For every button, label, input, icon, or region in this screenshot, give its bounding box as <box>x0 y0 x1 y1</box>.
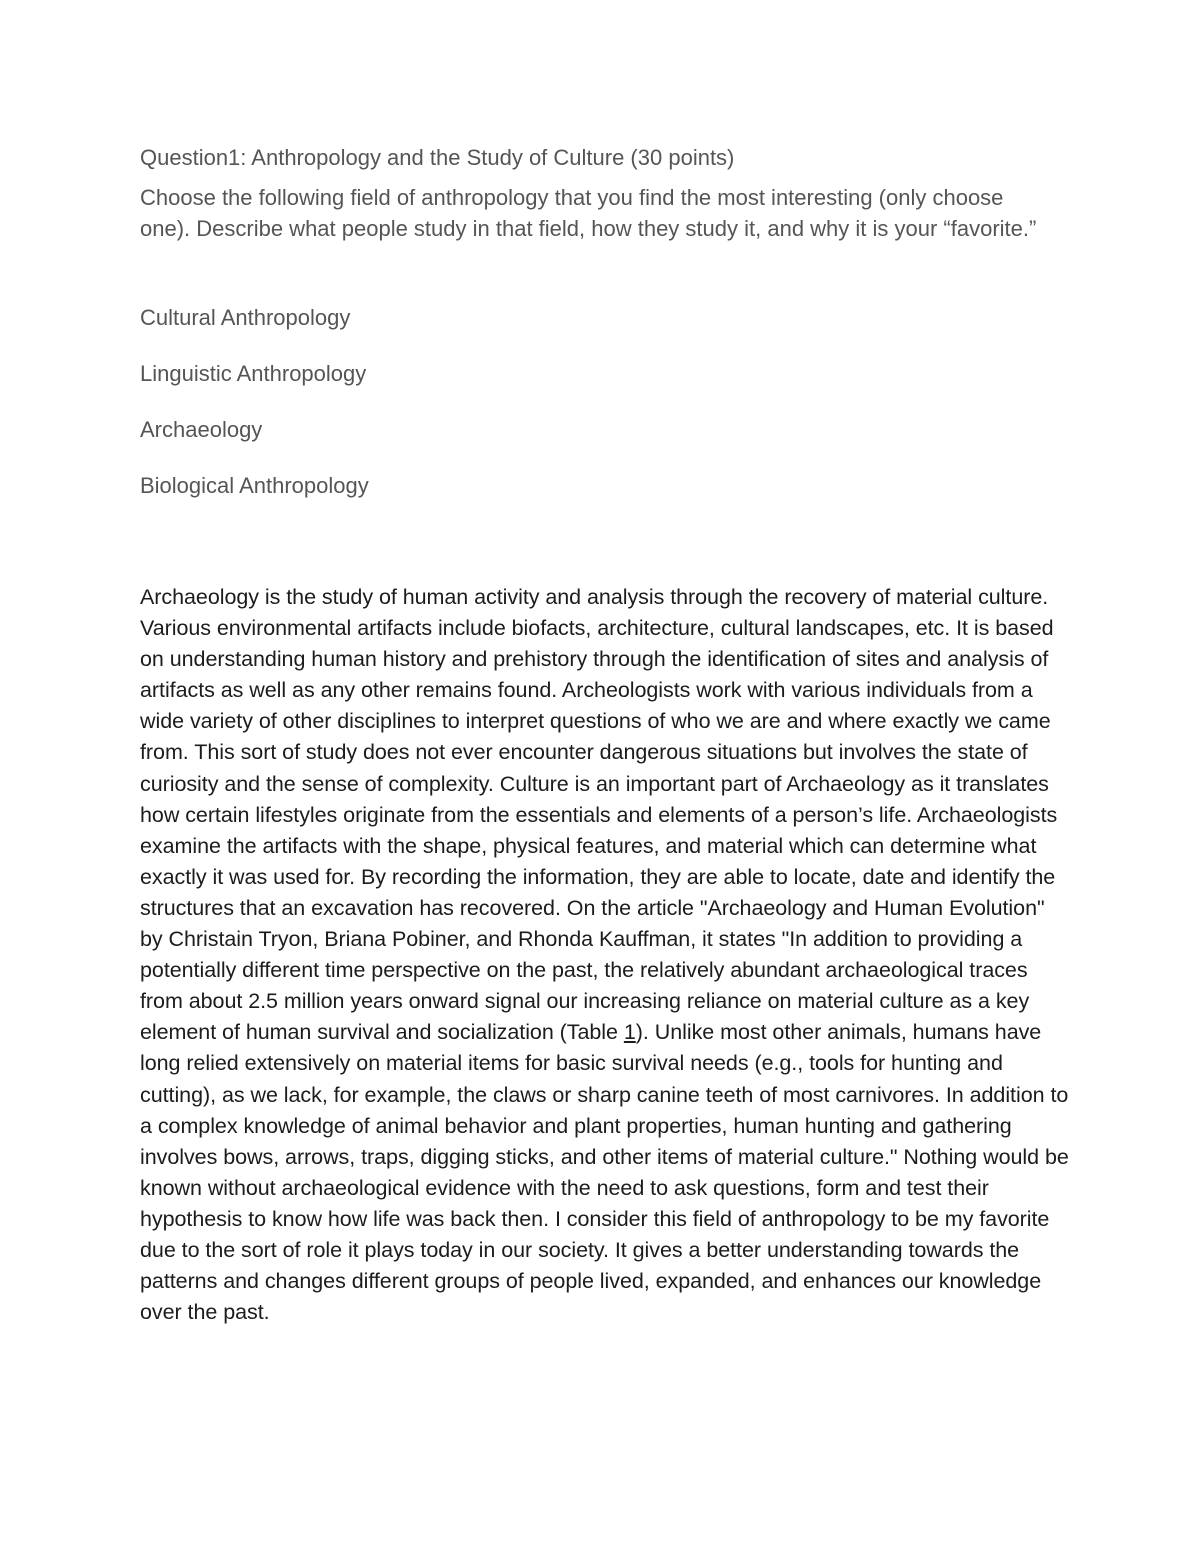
field-options-list <box>140 302 369 526</box>
answer-text-part1: Archaeology is the study of human activity and analysis through the recovery of material culture. Various environmental artifacts include biofacts, architecture, cultural landscapes, etc. It is based on understanding human history and prehistory through the identification of sites and analysis of artifacts as well as any other remains found. Archeologists work with various individuals from a wide variety of other disciplines to interpret questions of who we are and where exactly we came from. This sort of study does not ever encounter dangerous situations but involves the state of curiosity and the sense of complexity. Culture is an important part of Archaeology as it translates how certain lifestyles originate from the essentials and elements of a person’s life. Archaeologists examine the artifacts with the shape, physical features, and material which can determine what exactly it was used for. By recording the information, they are able to locate, date and identify the structures that an excavation has recovered. On the article "Archaeology and Human Evolution" by Christain Tryon, Briana Pobiner, and Rhonda Kauffman, it states "In addition to providing a potentially different time perspective on the past, the relatively abundant archaeological traces from about 2.5 million years onward signal our increasing reliance on material culture as a key element of human survival and socialization (Table <box>140 585 1058 1045</box>
answer-text-part2: ). Unlike most other animals, humans have long relied extensively on material items for basic survival needs (e.g., tools for hunting and cutting), as we lack, for example, the claws or sharp canine teeth of most carnivores. In addition to a complex knowledge of animal behavior and plant properties, human hunting and gathering involves bows, arrows, traps, digging sticks, and other items of material culture." Nothing would be known without archaeological evidence with the need to ask questions, form and test their hypothesis to know how life was back then. I consider this field of anthropology to be my favorite due to the sort of role it plays today in our society. It gives a better understanding towards the patterns and changes different groups of people lived, expanded, and enhances our knowledge over the past. <box>140 1020 1069 1325</box>
field-option-cultural: Cultural Anthropology <box>140 305 351 330</box>
question-title: Question1: Anthropology and the Study of Culture (30 points) <box>140 145 735 170</box>
table-reference-link[interactable]: 1 <box>623 1020 636 1045</box>
field-option-linguistic: Linguistic Anthropology <box>140 361 367 386</box>
answer-paragraph <box>140 582 1070 1328</box>
field-option-biological: Biological Anthropology <box>140 473 369 498</box>
document-page <box>140 0 1070 1553</box>
question-block <box>140 142 1070 245</box>
field-option-archaeology: Archaeology <box>140 417 263 442</box>
question-prompt: Choose the following field of anthropology that you find the most interesting (only choose one). Describe what people study in that field, how they study it, and why it is your “favorite.” <box>140 184 1037 241</box>
